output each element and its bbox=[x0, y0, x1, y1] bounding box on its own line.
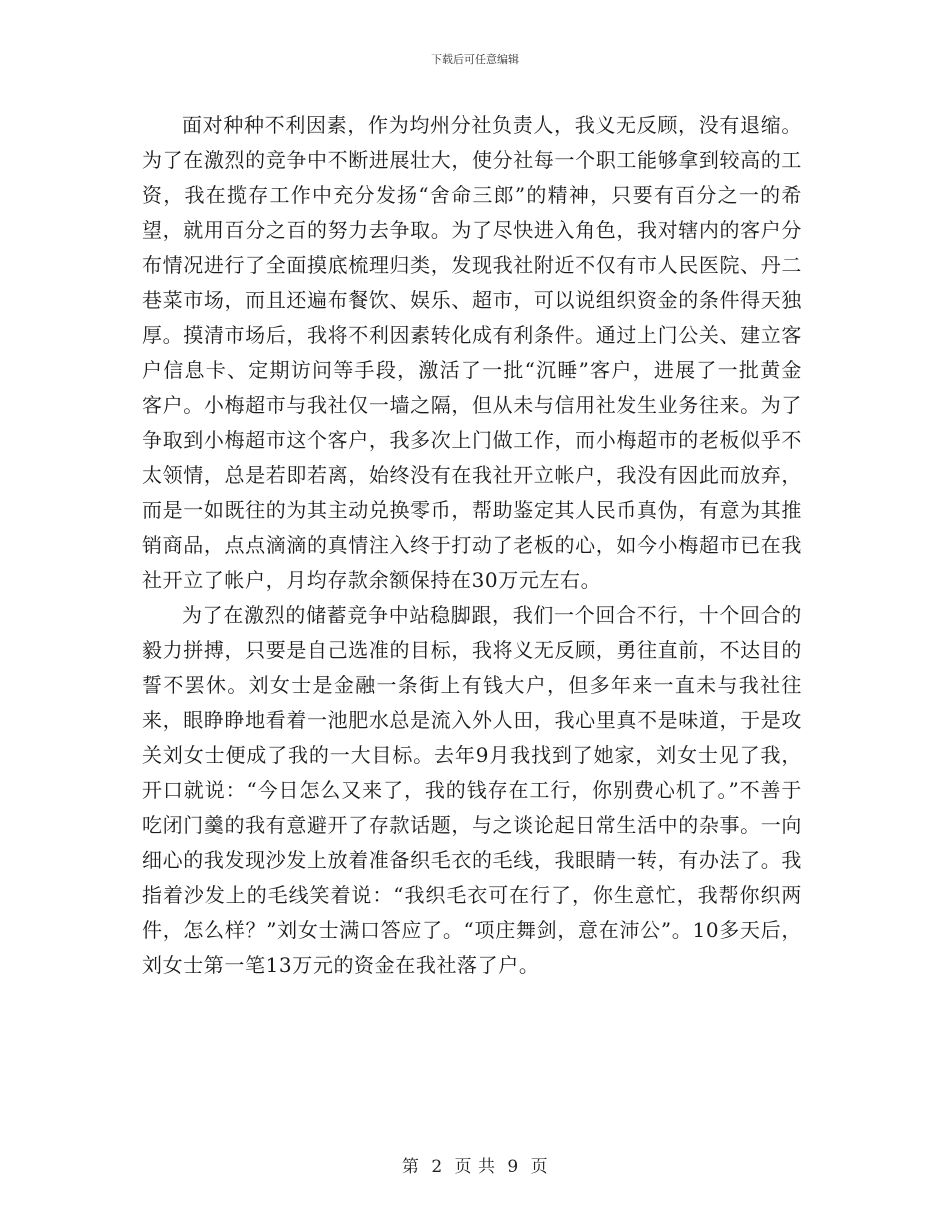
footer-total-pages: 9 bbox=[507, 1157, 519, 1177]
paragraph-1: 面对种种不利因素，作为均州分社负责人，我义无反顾，没有退缩。为了在激烈的竞争中不断进展壮大，使分社每一个职工能够拿到较高的工资，我在揽存工作中充分发扬“舍命三郎”的精神，只要有百分之一的希望，就用百分之百的努力去争取。为了尽快进入角色，我对辖内的客户分布情况进行了全面摸底梳理归类，发现我社附近不仅有市人民医院、丹二巷菜市场，而且还遍布餐饮、娱乐、超市，可以说组织资金的条件得天独厚。摸清市场后，我将不利因素转化成有利条件。通过上门公关、建立客户信息卡、定期访问等手段，激活了一批“沉睡”客户，进展了一批黄金客户。小梅超市与我社仅一墙之隔，但从未与信用社发生业务往来。为了争取到小梅超市这个客户，我多次上门做工作，而小梅超市的老板似乎不太领情，总是若即若离，始终没有在我社开立帐户，我没有因此而放弃，而是一如既往的为其主动兑换零币，帮助鉴定其人民币真伪，有意为其推销商品，点点滴滴的真情注入终于打动了老板的心，如今小梅超市已在我社开立了帐户，月均存款余额保持在30万元左右。 bbox=[142, 113, 802, 592]
page-footer bbox=[0, 1156, 950, 1178]
footer-prefix: 第 bbox=[401, 1157, 420, 1177]
footer-middle: 页 共 bbox=[454, 1157, 496, 1177]
document-body bbox=[142, 108, 802, 983]
footer-current-page: 2 bbox=[431, 1157, 443, 1177]
paragraph-2: 为了在激烈的储蓄竞争中站稳脚跟，我们一个回合不行，十个回合的毅力拼搏，只要是自己选准的目标，我将义无反顾，勇往直前，不达目的誓不罢休。刘女士是金融一条街上有钱大户，但多年来一直未与我社往来，眼睁睁地看着一池肥水总是流入外人田，我心里真不是味道，于是攻关刘女士便成了我的一大目标。去年9月我找到了她家，刘女士见了我，开口就说：“今日怎么又来了，我的钱存在工行，你别费心机了。”不善于吃闭门羹的我有意避开了存款话题，与之谈论起日常生活中的杂事。一向细心的我发现沙发上放着准备织毛衣的毛线，我眼睛一转，有办法了。我指着沙发上的毛线笑着说：“我织毛衣可在行了，你生意忙，我帮你织两件，怎么样？”刘女士满口答应了。“项庄舞剑，意在沛公”。10多天后，刘女士第一笔13万元的资金在我社落了户。 bbox=[142, 603, 802, 977]
header-note: 下载后可任意编辑 bbox=[431, 53, 519, 66]
footer-suffix: 页 bbox=[530, 1157, 549, 1177]
